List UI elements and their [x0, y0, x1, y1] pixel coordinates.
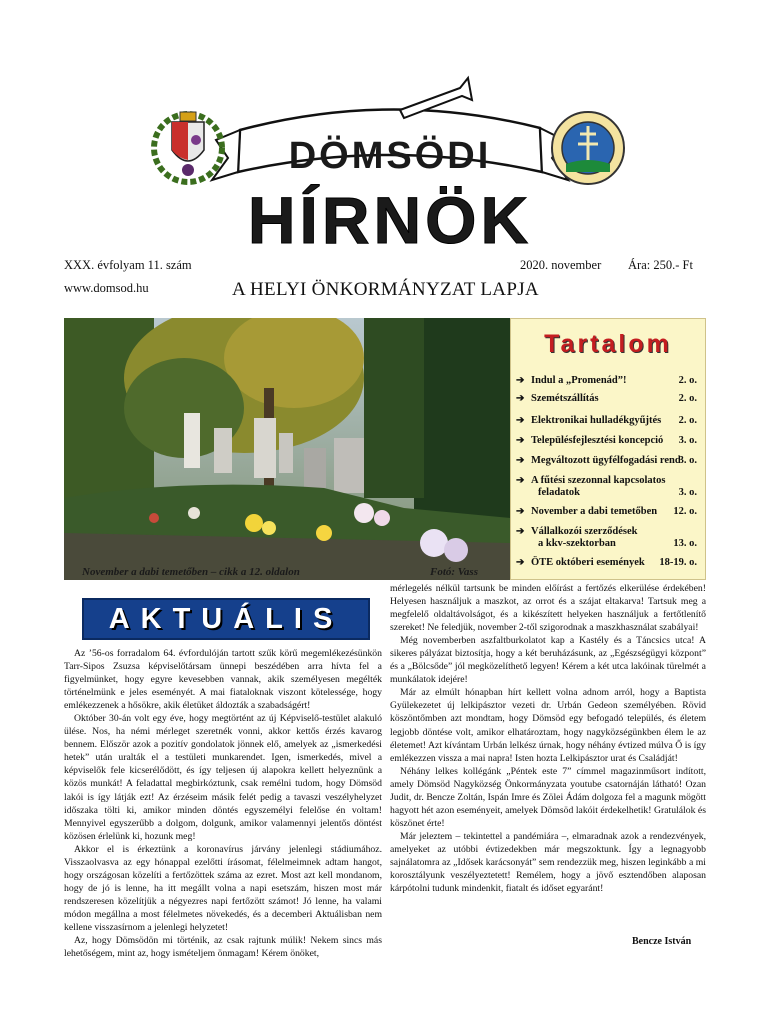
website-link[interactable]: www.domsod.hu	[64, 281, 149, 295]
photo-credit: Fotó: Vass	[430, 566, 478, 578]
article-paragraph: Akkor el is érkeztünk a koronavírus járvány jelenlegi stádiumához. Visszaolvasva az egy hónappal ezelőtti írásomat, félelmeimnek adtam hangot, hogy országosan közelíti a fertőzöttek száma az ezret. Most azt kell mondanom, hogy de jó is lenne, ha itt megállt volna a napi esetszám, hiszen most már rendszeresen közelítjük a négyezres napi fertőzött számot! Jó lenne, ha valami módon megállna a most félelmetes növekedés, és a decemberi Aktuálisban nem kellene visszasírnom a jelenlegi helyzetet!	[64, 843, 382, 933]
article-paragraph: Néhány lelkes kollégánk „Péntek este 7” címmel magazinműsort indított, amely Dömsöd Nagyközség Önkormányzata youtube csatornáján látható! Ozan Judit, dr. Bencze Zoltán, Ispán Imre és Zölei Ádám dolgoza fel a magunk mögött hagyott hét azon eseményeit, amelyek Dömsöd lakóit érdekelhetik! Gratulálok és köszönet érte!	[390, 765, 706, 829]
toc-item-label: Vállalkozói szerződések	[531, 526, 638, 537]
title-line1: DÖMSÖDI	[288, 135, 492, 177]
arrow-right-icon: ➔	[516, 526, 525, 537]
toc-item-page: 2. o.	[678, 415, 697, 426]
toc-item-label: Településfejlesztési koncepció	[531, 435, 664, 446]
issue-number: XXX. évfolyam 11. szám	[64, 258, 192, 272]
toc-item-label: Szemétszállítás	[531, 393, 599, 404]
issue-date: 2020. november	[520, 258, 602, 272]
article-paragraph: Az ’56-os forradalom 64. évfordulóján tartott szűk körű megemlékezésünkön Tarr-Sipos Zsuzsa képviselőtársam ünnepi beszédében arra hívta fel a figyelmünket, hogy egyre kevesebben vannak, akik személyesen megélték történelmünk e jeles eseményét. A mai fiataloknak viszont kötelessége, hogy emlékezzenek a hősökre, akik életüket áldozták a szabadságért!	[64, 648, 382, 712]
toc-item-page: 18-19. o.	[659, 557, 697, 568]
arrow-right-icon: ➔	[516, 375, 525, 386]
article-paragraph: Már jeleztem – tekintettel a pandémiára –, elmaradnak azok a rendezvények, amelyeket az utóbbi évtizedekben már megszoktunk. Így a legnagyobb sajnálatomra az „Idősek karácsonyát” sem rendezzük meg, hiszen leginkább a mi korosztályunk veszélyeztetett! Remélem, hogy a jövő esztendőben alaposan kárpótolni tudunk mindenkit, fiatalt és időset egyaránt!	[390, 830, 706, 895]
toc-item-label: November a dabi temetőben	[531, 506, 658, 517]
arrow-right-icon: ➔	[516, 455, 525, 466]
toc-item-page: 3. o.	[678, 487, 697, 498]
article-paragraph: Október 30-án volt egy éve, hogy megtörtént az új Képviselő-testület alakuló ülése. Nos, ha némi mérleget szeretnék vonni, akkor kettős érzés kavarog bennem. Először azok a pozitív gondolatok jönnek elő, amelyek az „ismerkedési hetek” után uralták el a testületi munkarendet. Igen, ismerkedés, mivel a képviselők fele kicserélődött, és így teljesen új alapokra kellett helyeznünk a közös munkát! A feladattal megbirkóztunk, csak remélni tudom, hogy Dömsöd lakói is így látják ezt! Az érzéseim másik felét pedig a tavaszi veszélyhelyzet időszaka tölti ki, amikor minden döntés egyszemélyi felelőse én voltam! Mennyivel egyszerűbb a dolgom, dolgunk, amikor valamennyi jelentős döntést közösen érlelünk ki, hozunk meg!	[64, 713, 382, 842]
toc-item-label: Megváltozott ügyfélfogadási rend	[531, 455, 681, 466]
article-author: Bencze István	[632, 936, 692, 947]
table-of-contents	[510, 318, 706, 580]
toc-item-label-line2: a kkv-szektorban	[538, 538, 616, 549]
cemetery-photo-illustration	[64, 318, 510, 580]
toc-item-page: 2. o.	[678, 393, 697, 404]
toc-item-page: 12. o.	[673, 506, 697, 517]
arrow-right-icon: ➔	[516, 557, 525, 568]
arrow-right-icon: ➔	[516, 415, 525, 426]
toc-title: Tartalom	[544, 330, 672, 358]
title-line2: HÍRNÖK	[247, 183, 533, 255]
coat-of-arms-left-icon	[154, 112, 222, 182]
issue-price: Ára: 250.- Ft	[628, 258, 693, 272]
article-column-left	[64, 647, 382, 960]
toc-item-page: 2. o.	[678, 375, 697, 386]
article-paragraph: Már az elmúlt hónapban hírt kellett volna adnom arról, hogy a Baptista Gyülekezetet új lelkipásztor vezeti dr. Urbán Gedeon személyében. Rövid köszöntőmben azt mondtam, hogy Dömsöd egy befogadó település, és életem legjobb döntése volt, amikor elhatároztam, hogy nagyközségünkben élem le az életemet! Azt kívántam Urbán lelkész úrnak, hogy néhány évtized múlva Ő is így emlékezzen vissza a mai napra! Isten hozta Lelkipásztor urat és Családját!	[390, 687, 706, 764]
article-column-right	[390, 582, 706, 895]
arrow-right-icon: ➔	[516, 393, 525, 404]
subtitle: A HELYI ÖNKORMÁNYZAT LAPJA	[232, 279, 539, 300]
arrow-right-icon: ➔	[516, 475, 525, 486]
coat-of-arms-right-icon	[552, 112, 624, 184]
toc-item-page: 3. o.	[678, 435, 697, 446]
photo-caption: November a dabi temetőben – cikk a 12. oldalon	[82, 566, 300, 578]
masthead-artwork	[150, 60, 630, 255]
toc-item-page: 3. o.	[678, 455, 697, 466]
article-paragraph: Még novemberben aszfaltburkolatot kap a Kastély és a Táncsics utca! A sikeres pályázat biztosítja, hogy a két beruházásunk, az „Egészségügyi központ” és a „Bölcsőde” jól megközelíthető legyen! Kérem a két utca lakóinak türelmét a munkálatok idejére!	[390, 635, 706, 686]
toc-item-label: ÖTE októberi események	[531, 557, 645, 568]
section-banner	[82, 598, 370, 640]
arrow-right-icon: ➔	[516, 435, 525, 446]
toc-item-page: 13. o.	[673, 538, 697, 549]
toc-item-label: Elektronikai hulladékgyűjtés	[531, 415, 662, 426]
arrow-right-icon: ➔	[516, 506, 525, 517]
masthead	[150, 60, 630, 255]
article-paragraph: Az, hogy Dömsödön mi történik, az csak rajtunk múlik! Nekem sincs más lehetőségem, mint az, hogy ismételjem önmagam! Kérem önöket,	[64, 935, 382, 960]
toc-item-label: Indul a „Promenád”!	[531, 375, 627, 386]
section-title: AKTUÁLIS	[108, 603, 344, 635]
toc-item-label-line2: feladatok	[538, 487, 580, 498]
cover-photo	[64, 318, 510, 580]
article-paragraph: mérlegelés nélkül tartsunk be minden előírást a fertőzés elkerülése érdekében! Helyesen használjuk a maszkot, az orrot és a szájat eltakarva! Tartsuk meg a megfelelő oldaltávolságot, és a kikészített helyeken használjuk a fertőtlenítő szereket! Ne feledjük, november 2-től szigorodnak a maszkhasználat szabályai!	[390, 583, 706, 634]
toc-item-label: A fűtési szezonnal kapcsolatos	[531, 475, 666, 486]
